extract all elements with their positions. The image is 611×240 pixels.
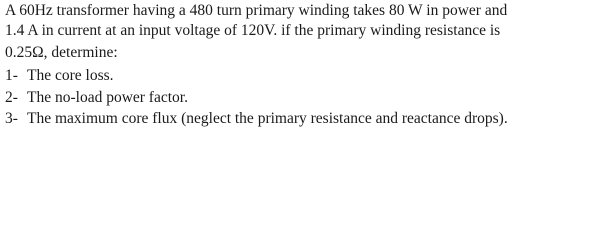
question-item-text: The no-load power factor.	[27, 89, 188, 106]
question-item-number: 3-	[5, 110, 18, 127]
question-item-text: The maximum core flux (neglect the primary resistance and reactance drops).	[27, 110, 508, 127]
problem-statement-line-3: 0.25Ω, determine:	[5, 44, 118, 61]
question-item-1	[5, 66, 114, 85]
problem-statement-line-2: 1.4 A in current at an input voltage of 120V. if the primary winding resistance is	[5, 22, 501, 39]
question-item-text: The core loss.	[27, 67, 114, 84]
question-item-number: 2-	[5, 89, 18, 106]
question-item-3	[5, 109, 508, 128]
problem-statement-line-1: A 60Hz transformer having a 480 turn primary winding takes 80 W in power and	[5, 2, 508, 19]
question-item-2	[5, 88, 188, 107]
question-item-number: 1-	[5, 67, 18, 84]
